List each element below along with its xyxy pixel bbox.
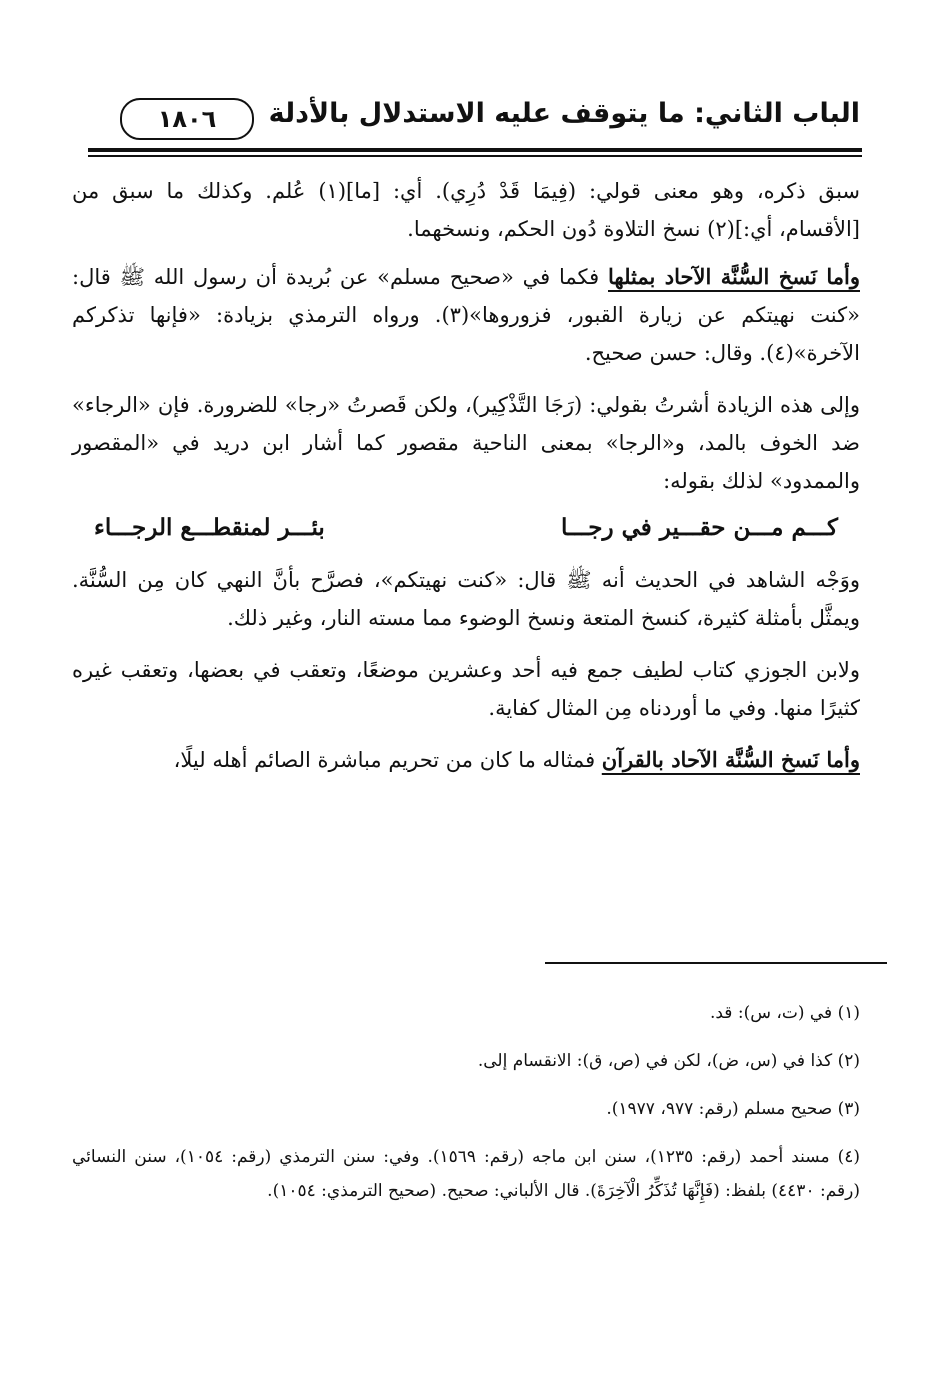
poem-second-hemistich: بئـــر لمنقطـــع الرجـــاء [94, 514, 325, 541]
header-rule-thin [88, 155, 862, 157]
footnote-separator [545, 962, 887, 964]
footnote-1: (١) في (ت، س): قد. [709, 1003, 860, 1023]
paragraph-2-text: فكما في «صحيح مسلم» عن بُريدة أن رسول الله ﷺ قال: «كنت نهيتكم عن زيارة القبور، فزوروها»(٣). ورواه الترمذي بزيادة: «فإنها تذكركم الآخرة»(٤). وقال: حسن صحيح. [72, 265, 860, 365]
footnote-2: (٢) كذا في (س، ض)، لكن في (ص، ق): الانقسام إلى. [477, 1051, 860, 1071]
footnotes [72, 996, 860, 1222]
paragraph-1: سبق ذكره، وهو معنى قولي: (فِيمَا قَدْ دُرِي). أي: [ما](١) عُلم. وكذلك ما سبق من [الأقسام، أي:](٢) نسخ التلاوة دُون الحكم، ونسخهما. [72, 179, 860, 241]
chapter-title: الباب الثاني: ما يتوقف عليه الاستدلال بالأدلة [268, 98, 860, 129]
paragraph-6-heading: وأما نَسخ السُّنَّة الآحاد بالقرآن [601, 747, 860, 772]
footnote-3: (٣) صحيح مسلم (رقم: ٩٧٧، ١٩٧٧). [606, 1099, 860, 1119]
paragraph-5: ولابن الجوزي كتاب لطيف جمع فيه أحد وعشرين موضعًا، وتعقب في بعضها، وتعقب غيره كثيرًا منها. وفي ما أوردناه مِن المثال كفاية. [72, 658, 860, 720]
paragraph-2-heading: وأما نَسخ السُّنَّة الآحاد بمثلها [608, 264, 860, 289]
page-number-badge: ١٨٠٦ [120, 98, 254, 140]
paragraph-4: ووَجْه الشاهد في الحديث أنه ﷺ قال: «كنت نهيتكم»، فصرَّح بأنَّ النهي كان مِن السُّنَّة. ويمثَّل بأمثلة كثيرة، كنسخ المتعة ونسخ الوضوء مما مسته النار، وغير ذلك. [72, 568, 860, 630]
paragraph-6-text: فمثاله ما كان من تحريم مباشرة الصائم أهله ليلًا، [173, 748, 602, 772]
paragraph-2 [72, 258, 860, 372]
paragraph-3: وإلى هذه الزيادة أشرتُ بقولي: (رَجَا التَّذْكِير)، ولكن قَصرتُ «رجا» للضرورة. فإن «الرجاء» ضد الخوف بالمد، و«الرجا» بمعنى الناحية مقصور كما أشار ابن دريد في «المقصور والممدود» لذلك بقوله: [72, 393, 860, 493]
header-rule-thick [88, 148, 862, 152]
poem-first-hemistich: كـــم مـــن حقـــير في رجـــا [561, 514, 838, 541]
page-header [80, 92, 860, 142]
poem-verse [94, 514, 838, 541]
main-text [72, 172, 860, 793]
paragraph-6 [72, 741, 860, 779]
footnote-4: (٤) مسند أحمد (رقم: ١٢٣٥)، سنن ابن ماجه (رقم: ١٥٦٩). وفي: سنن الترمذي (رقم: ١٠٥٤)، سنن النسائي (رقم: ٤٤٣٠) بلفظ: (فَإِنَّهَا تُذَكِّرُ الْآخِرَةَ). قال الألباني: صحيح. (صحيح الترمذي: ١٠٥٤). [72, 1147, 860, 1201]
